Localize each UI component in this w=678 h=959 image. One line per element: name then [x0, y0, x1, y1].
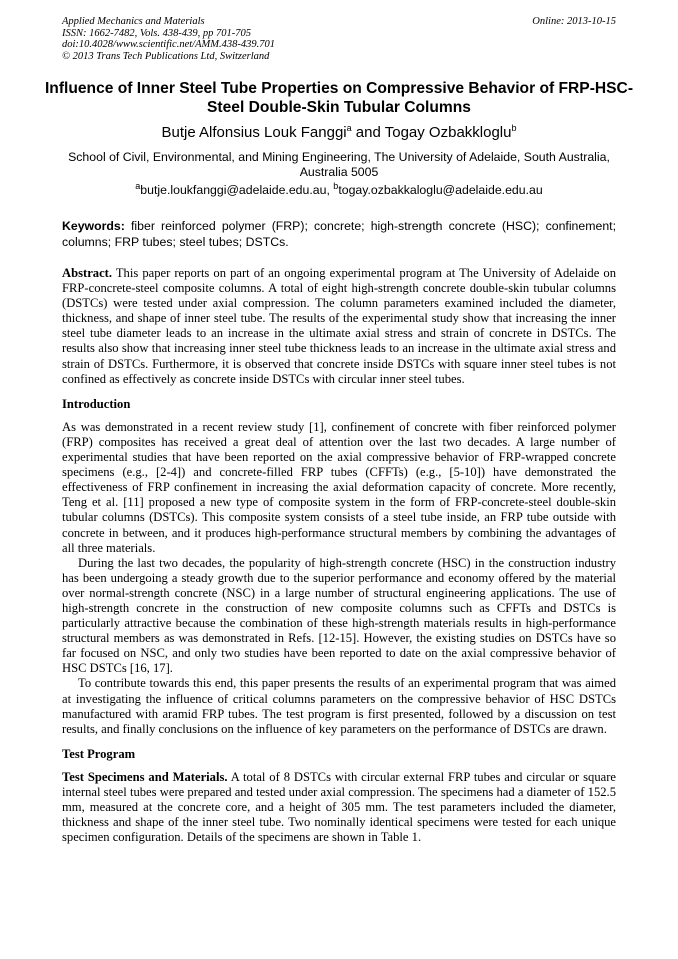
email-superscript: a — [135, 180, 141, 191]
abstract — [62, 266, 616, 387]
paper-body — [62, 266, 616, 845]
journal-header — [62, 16, 616, 62]
author-conjunction: and — [351, 124, 385, 141]
email-address: togay.ozbakkaloglu@adelaide.edu.au — [338, 183, 543, 197]
spacer — [62, 737, 616, 747]
journal-copyright: © 2013 Trans Tech Publications Ltd, Switzerland — [62, 50, 270, 62]
journal-name: Applied Mechanics and Materials — [62, 16, 205, 27]
section-heading-test-program: Test Program — [62, 746, 136, 761]
paragraph: As was demonstrated in a recent review study [1], confinement of concrete with fiber reinforced polymer (FRP) composites has received a great deal of attention over the last two decades. A large number of experimental studies that have been reported on the axial compressive behavior of FRP-wrapped concrete specimens (e.g., [2-4]) and concrete-filled FRP tubes (CFFTs) (e.g., [5-10]) have demonstrated the effectiveness of FRP confinement in increasing the axial deformation capacity of concrete. More recently, Teng et al. [11] proposed a new type of composite system in the form of FRP-concrete-steel double-skin tubular columns (DSTCs). This composite system consists of a steel tube inside, an FRP tube outside with concrete in between, and it produces high-performance structural members by combining the advantages of all three materials. — [62, 419, 616, 555]
abstract-label: Abstract. — [62, 266, 113, 280]
author-emails — [62, 180, 616, 198]
author-superscript: b — [511, 123, 517, 133]
paragraph-text: A total of 8 DSTCs with circular external FRP tubes and circular or square internal steel tubes were prepared and tested under axial compression. The specimens had a diameter of 152.5 mm, measured at the concrete core, and a height of 305 mm. The test parameters included the diameter, thickness and shape of the inner steel tube. Two nominally identical specimens were tested for each unique specimen configuration. Details of the specimens are shown in Table 1. — [62, 769, 616, 845]
keywords — [62, 219, 616, 250]
paragraph: To contribute towards this end, this paper presents the results of an experimental program that was aimed at investigating the influence of critical columns parameters on the compressive behavior of HSC DSTCs manufactured with aramid FRP tubes. The test program is first presented, followed by a discussion on test results, and finally conclusions on the influence of key parameters on the performance of DSTCs are drawn. — [62, 676, 616, 736]
author-name: Butje Alfonsius Louk Fanggi — [161, 124, 347, 141]
section-heading-introduction: Introduction — [62, 396, 131, 411]
author-line — [40, 124, 638, 142]
email-superscript: b — [333, 180, 339, 191]
author-name: Togay Ozbakkloglu — [384, 124, 512, 141]
spacer — [62, 387, 616, 397]
paper-title: Influence of Inner Steel Tube Properties on Compressive Behavior of FRP-HSC-Steel Double-Skin Tubular Columns — [44, 80, 634, 116]
email-address: butje.loukfanggi@adelaide.edu.au, — [140, 183, 334, 197]
online-date: Online: 2013-10-15 — [532, 16, 616, 27]
keywords-text: fiber reinforced polymer (FRP); concrete; high-strength concrete (HSC); confinement; columns; FRP tubes; steel tubes; DSTCs. — [62, 219, 616, 249]
spacer — [62, 412, 616, 420]
keywords-label: Keywords: — [62, 219, 125, 233]
abstract-text: This paper reports on part of an ongoing experimental program at The University of Adelaide on FRP-concrete-steel composite columns. A total of eight high-strength concrete double-skin tubular columns (DSTCs) were tested under axial compression. The column parameters examined included the diameter, thickness, and shape of inner steel tube. The results of the experimental study show that increasing the inner steel tube diameter leads to an increase in the ultimate axial stress and strain of concrete in DSTCs. The results also show that increasing inner steel tube thickness leads to an increase in the ultimate axial stress and strain of DSTCs. Furthermore, it is observed that concrete inside DSTCs with square inner steel tubes is not confined as effectively as concrete inside DSTCs with circular inner steel tubes. — [62, 266, 616, 386]
journal-issn: ISSN: 1662-7482, Vols. 438-439, pp 701-705 — [62, 27, 251, 39]
paragraph: During the last two decades, the popularity of high-strength concrete (HSC) in the construction industry has been undergoing a steady growth due to the superior performance and economy offered by the material over normal-strength concrete (NSC) in a large number of structural engineering applications. The use of high-strength concrete in the construction of new composite columns such as CFFTs and DSTCs is particularly attractive because the combination of these high-strength materials results in high-performance structural members as was demonstrated in Refs. [12-15]. However, the existing studies on DSTCs have so far focused on NSC, and only two studies have been reported to date on the axial compressive behavior of HSC DSTCs [16, 17]. — [62, 555, 616, 676]
paragraph — [62, 770, 616, 845]
spacer — [62, 762, 616, 770]
author-superscript: a — [346, 123, 352, 133]
journal-doi: doi:10.4028/www.scientific.net/AMM.438-439.701 — [62, 39, 275, 50]
subsection-label: Test Specimens and Materials. — [62, 769, 228, 784]
affiliation: School of Civil, Environmental, and Mining Engineering, The University of Adelaide, South Australia, Australia 5005 — [68, 150, 610, 179]
